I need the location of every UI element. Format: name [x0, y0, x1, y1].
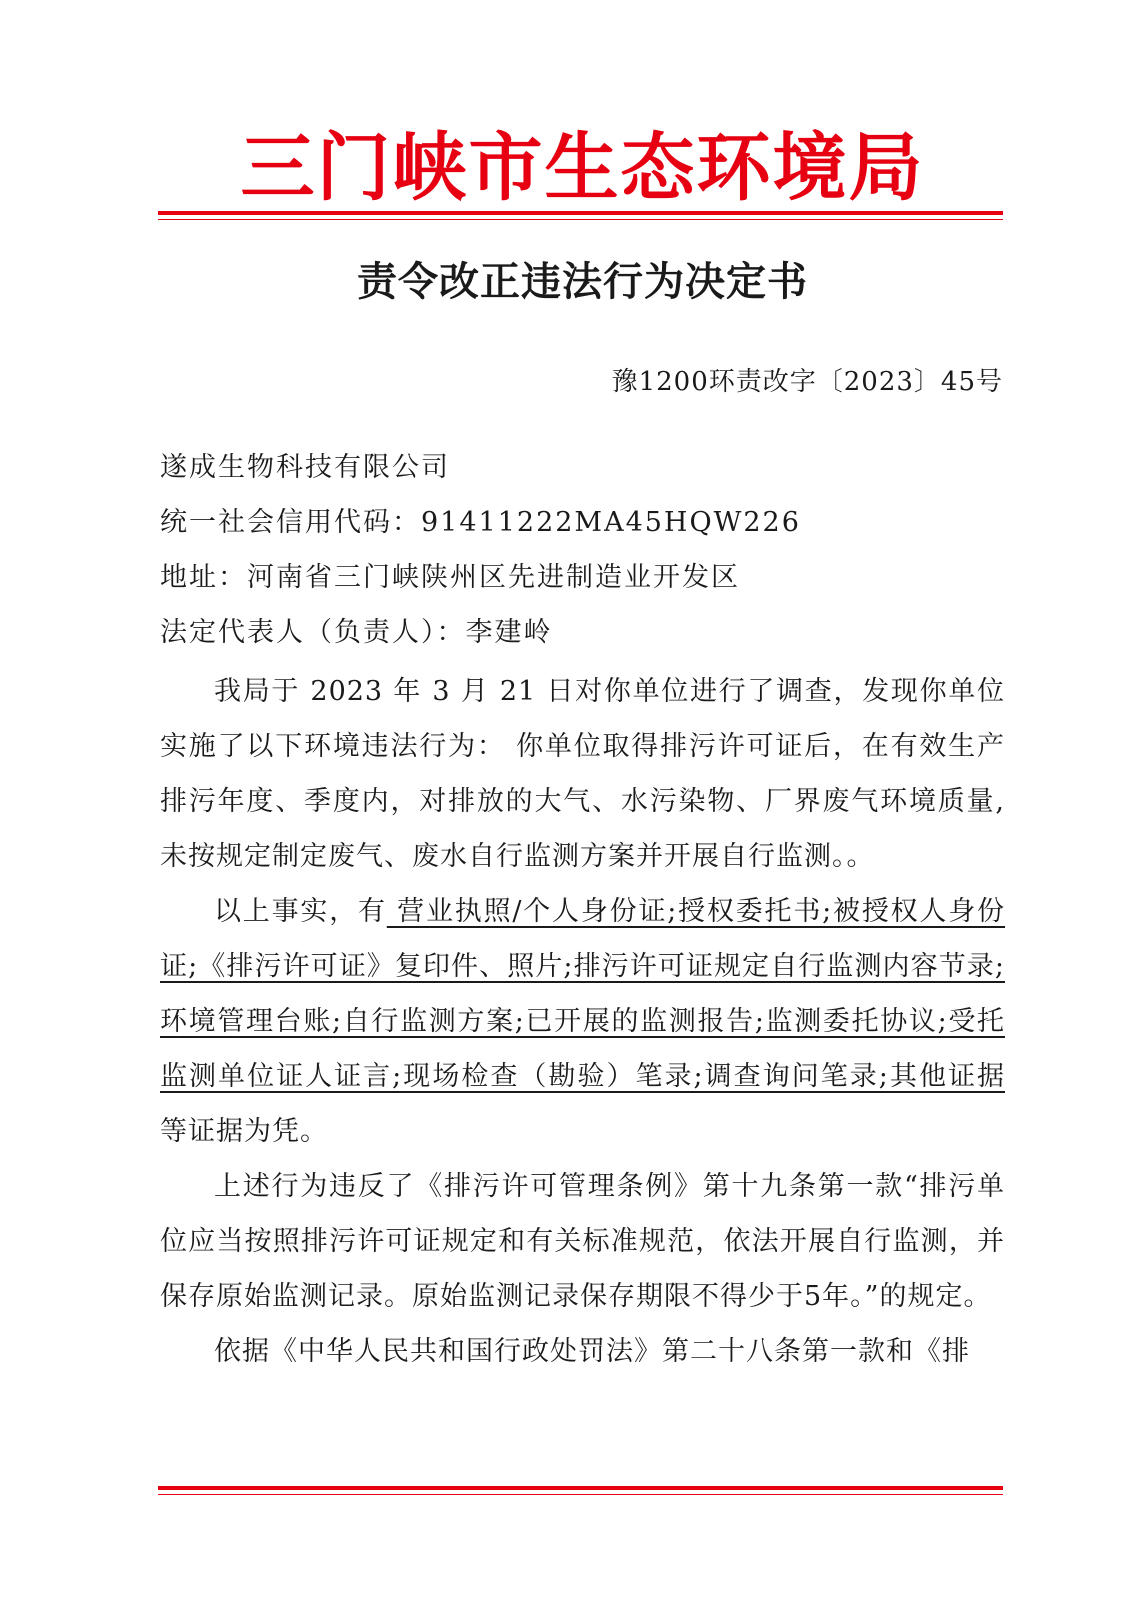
evidence-lead: 以上事实，有: [214, 896, 387, 927]
divider-thin-line: [158, 219, 1003, 220]
document-number: 豫1200环责改字〔2023〕45号: [611, 367, 1003, 397]
legal-representative: 法定代表人（负责人）：李建岭: [160, 617, 553, 648]
agency-letterhead: 三门峡市生态环境局: [240, 125, 925, 211]
paragraph-investigation: 我局于 2023 年 3 月 21 日对你单位进行了调查，发现你单位实施了以下环境违法行为： 你单位取得排污许可证后，在有效生产排污年度、季度内，对排放的大气、水污染物、厂界废气环境质量,未按规定制定废气、废水自行监测方案并开展自行监测。。: [160, 676, 1005, 872]
paragraph-basis: 依据《中华人民共和国行政处罚法》第二十八条第一款和《排: [214, 1336, 970, 1367]
divider-thick-line: [158, 211, 1003, 215]
paragraph-violation: 上述行为违反了《排污许可管理条例》第十九条第一款“排污单位应当按照排污许可证规定和有关标准规范，依法开展自行监测，并保存原始监测记录。原始监测记录保存期限不得少于5年。”的规定。: [160, 1171, 1005, 1312]
evidence-list: 营业执照/个人身份证;授权委托书;被授权人身份证;《排污许可证》复印件、照片;排污许可证规定自行监测内容节录;环境管理台账;自行监测方案;已开展的监测报告;监测委托协议;受托监测单位证人证言;现场检查（勘验）笔录;调查询问笔录;其他证据: [160, 896, 1006, 1092]
recipient-company: 遂成生物科技有限公司: [160, 452, 450, 483]
footer-thin-line: [158, 1494, 1003, 1495]
document-body: [160, 664, 1005, 1379]
document-title: 责令改正违法行为决定书: [357, 258, 808, 305]
paragraph-evidence: [160, 884, 1005, 1159]
credit-code: 统一社会信用代码：91411222MA45HQW226: [160, 507, 801, 538]
address: 地址：河南省三门峡陕州区先进制造业开发区: [160, 562, 740, 593]
footer-divider: [158, 1486, 1003, 1495]
letterhead-divider: [158, 211, 1003, 220]
evidence-tail: 等证据为凭。: [160, 1116, 328, 1147]
footer-thick-line: [158, 1486, 1003, 1490]
